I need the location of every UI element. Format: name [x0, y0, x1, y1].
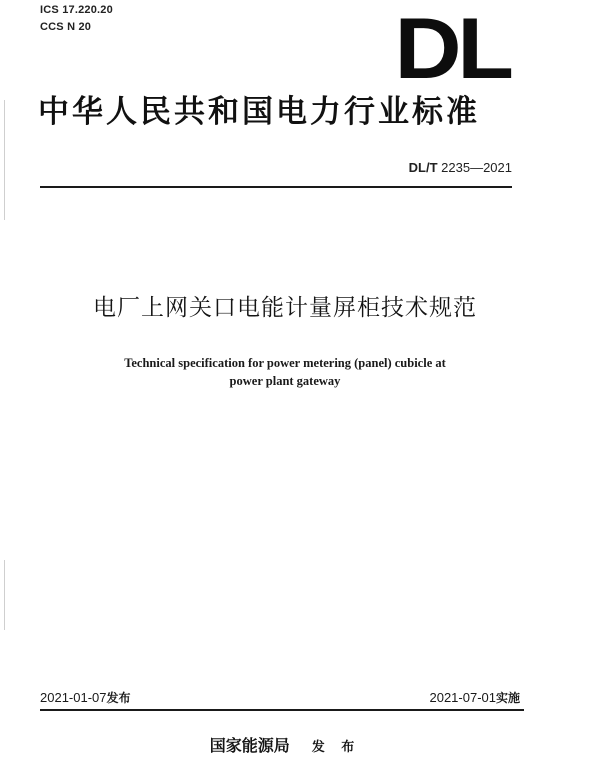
standard-code: 2235—2021: [441, 160, 512, 175]
implementation-date-label: 实施: [495, 691, 520, 705]
issuer-name: 国家能源局: [209, 736, 290, 755]
scan-edge-mark: [4, 560, 5, 630]
english-title-line-1: Technical specification for power metering (panel) cubicle at: [124, 356, 446, 370]
implementation-date-value: 2021-07-01: [429, 690, 496, 705]
implementation-date: [429, 689, 520, 706]
dl-logo: DL: [394, 1, 510, 97]
english-title-line-2: power plant gateway: [229, 374, 341, 388]
bottom-divider: [40, 709, 524, 711]
scan-edge-mark: [4, 100, 5, 220]
ccs-code: CCS N 20: [40, 21, 92, 33]
issue-date: [40, 689, 131, 706]
ics-code: ICS 17.220.20: [40, 4, 113, 16]
standard-number: [409, 160, 512, 175]
chinese-title: 电厂上网关口电能计量屏柜技术规范: [93, 295, 477, 321]
top-divider: [40, 186, 512, 188]
issue-date-value: 2021-01-07: [40, 690, 107, 705]
standard-prefix: DL/T: [408, 160, 438, 175]
publish-label: 发 布: [311, 740, 361, 755]
organization-title: 中华人民共和国电力行业标准: [38, 94, 480, 130]
issue-date-label: 发布: [106, 691, 131, 705]
issuer-line: [0, 733, 570, 756]
